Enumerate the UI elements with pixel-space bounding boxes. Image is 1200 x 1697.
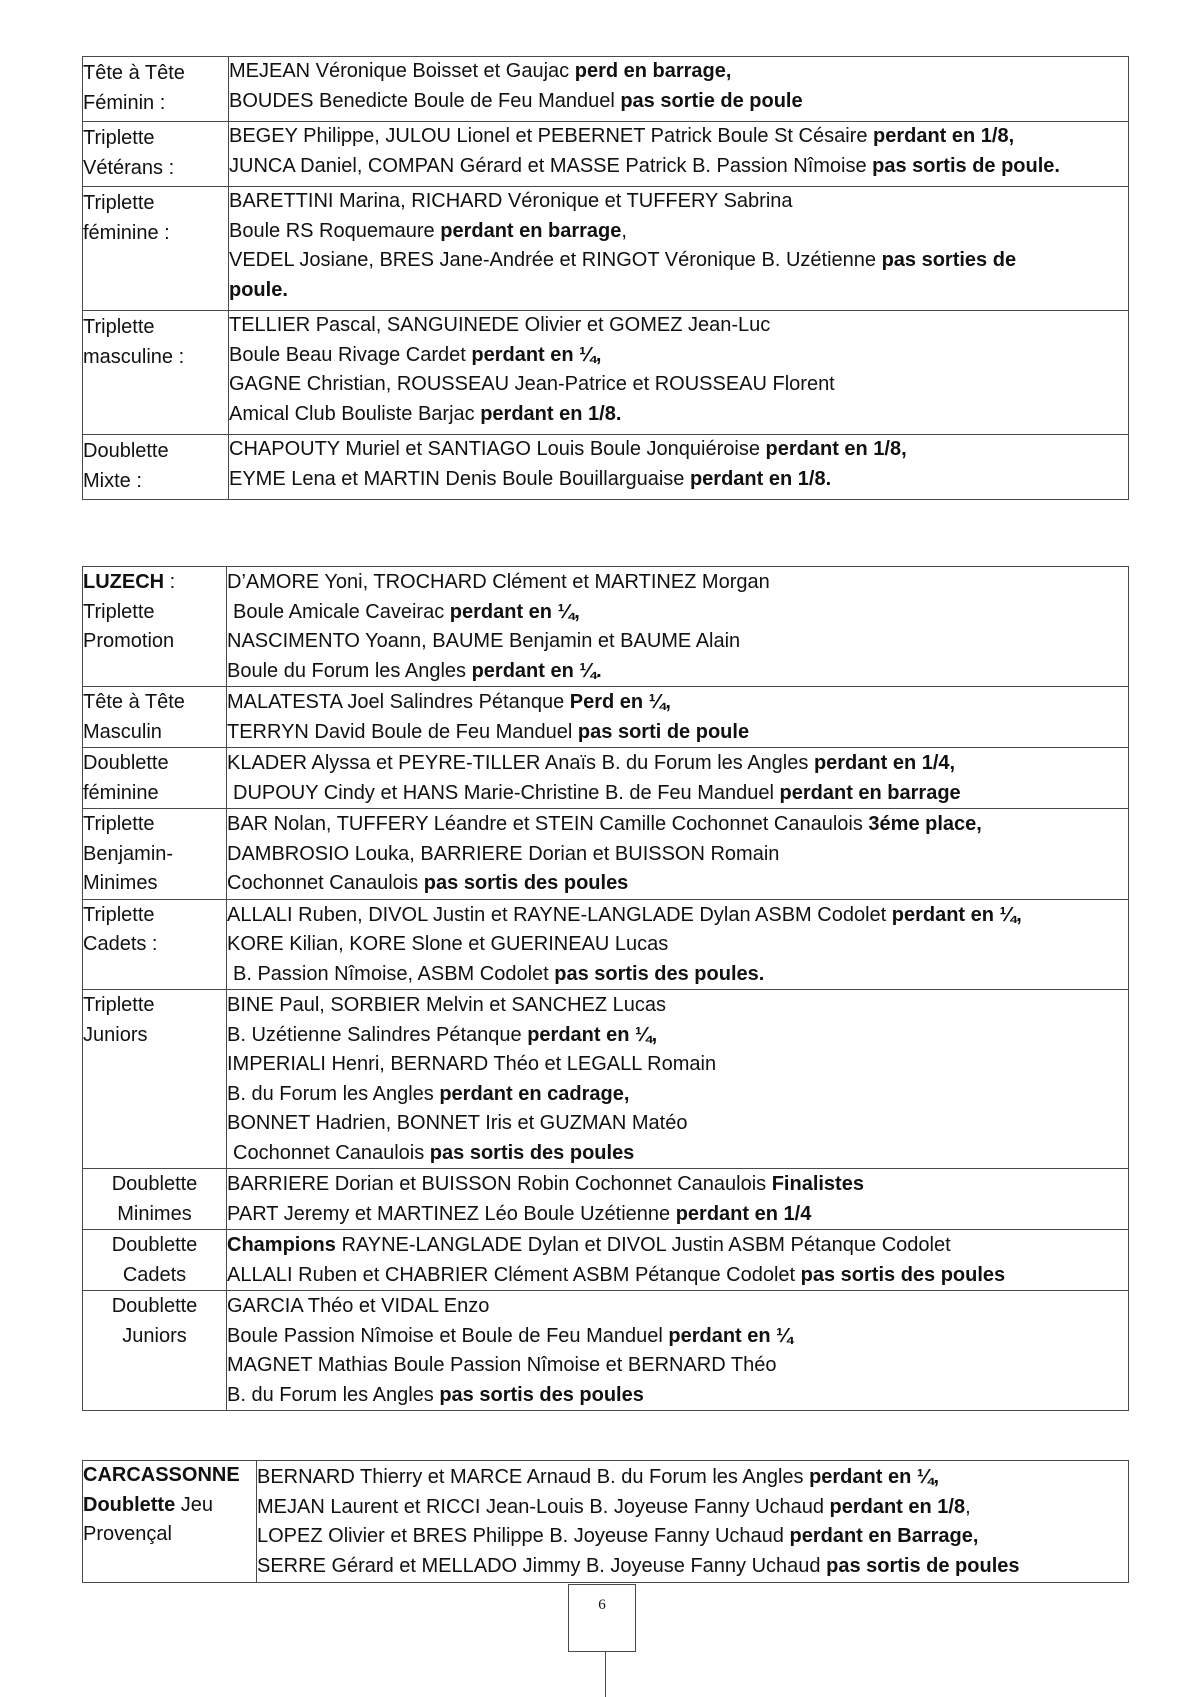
entries-cell [227,1291,1129,1411]
entry-text: MEJAN Laurent et RICCI Jean-Louis B. Joyeuse Fanny Uchaud [257,1495,830,1518]
entry-text: IMPERIALI Henri, BERNARD Théo et LEGALL Romain [227,1053,717,1075]
category-cell [83,809,227,900]
result-bold: perdant en cadrage, [439,1082,630,1105]
result-bold: perdant en ¼. [471,659,602,682]
result-row [83,809,1129,900]
result-bold: perdant en ¼ [668,1324,793,1347]
category-line: Minimes [117,1202,192,1225]
category-line: Doublette [111,1173,198,1195]
entry-line [229,370,1128,400]
result-bold: 3éme place, [868,813,982,835]
result-row [83,1291,1129,1411]
result-row [83,122,1129,187]
entry-line [227,779,1128,809]
entries-cell [229,122,1129,187]
entry-line [257,1463,1128,1493]
entries-cell [227,1169,1129,1230]
category-line: Promotion [83,630,175,652]
entry-line [227,991,1128,1021]
entry-line [227,1292,1128,1322]
entry-text: Boule Passion Nîmoise et Boule de Feu Manduel [227,1324,669,1347]
result-bold: pas sortis des poules. [554,962,765,985]
result-row [83,1230,1129,1291]
category-cell [83,1169,227,1230]
entries-cell [229,311,1129,435]
entries-cell [229,57,1129,122]
entry-text: Boule Beau Rivage Cardet [229,343,472,366]
result-row [83,57,1129,122]
entry-line [227,1170,1128,1200]
entry-text: NASCIMENTO Yoann, BAUME Benjamin et BAUME Alain [227,630,741,652]
category-line: Vétérans : [83,156,175,179]
entry-line [227,840,1128,870]
entries-cell [229,187,1129,311]
entries-cell [229,435,1129,500]
entry-text: SERRE Gérard et MELLADO Jimmy B. Joyeuse Fanny Uchaud [257,1554,827,1577]
result-bold: pas sortis des poules [429,1141,635,1164]
entry-line [229,341,1128,371]
venue-line [83,1461,256,1491]
entry-text: ALLALI Ruben et CHABRIER Clément ASBM Pétanque Codolet [227,1263,801,1286]
result-bold: perdant en barrage [440,219,622,242]
entry-line [257,1552,1128,1582]
entry-line [227,960,1128,990]
entry-line [229,122,1128,152]
results-table-1 [82,56,1129,500]
entry-text: GAGNE Christian, ROUSSEAU Jean-Patrice et ROUSSEAU Florent [229,373,835,395]
result-row [83,1169,1129,1230]
entry-text: JUNCA Daniel, COMPAN Gérard et MASSE Patrick B. Passion Nîmoise [229,154,873,177]
entry-line [227,657,1128,687]
result-bold: perdant en Barrage, [789,1525,979,1547]
result-row [83,311,1129,435]
result-row [83,748,1129,809]
entry-text: Boule du Forum les Angles [227,659,472,682]
entry-text: BONNET Hadrien, BONNET Iris et GUZMAN Matéo [227,1112,688,1134]
entry-text: MALATESTA Joel Salindres Pétanque [227,691,570,713]
result-bold: pas sortis des poules [423,872,629,894]
category-cell [83,1461,257,1583]
entry-line [227,1231,1128,1261]
entry-text: KLADER Alyssa et PEYRE-TILLER Anaïs B. du Forum les Angles [227,752,814,774]
entry-text: RAYNE-LANGLADE Dylan et DIVOL Justin ASBM Pétanque Codolet [335,1234,951,1256]
result-bold: perd en barrage, [574,60,732,82]
entry-line [227,1080,1128,1110]
category-line: Triplette [83,192,155,214]
entry-text: TELLIER Pascal, SANGUINEDE Olivier et GOMEZ Jean-Luc [229,314,771,336]
category-line: Triplette [83,127,155,149]
category-line: Féminin : [83,91,166,114]
entry-text: B. du Forum les Angles [227,1383,440,1406]
category-line: Doublette [83,440,169,462]
result-row [83,687,1129,748]
result-bold: pas sortis de poules [826,1554,1020,1577]
category-line: Doublette [111,1295,198,1317]
entries-cell [227,748,1129,809]
entry-text: BARETTINI Marina, RICHARD Véronique et TUFFERY Sabrina [229,190,793,212]
entry-text: B. Passion Nîmoise, ASBM Codolet [233,962,555,985]
result-bold: perdant en 1/8, [873,125,1015,147]
entry-text: MAGNET Mathias Boule Passion Nîmoise et BERNARD Théo [227,1354,777,1376]
result-bold: Finalistes [771,1173,864,1195]
entry-line [229,465,1128,495]
entry-text: PART Jeremy et MARTINEZ Léo Boule Uzétienne [227,1202,676,1225]
category-line: Tête à Tête [83,62,185,84]
result-bold: perdant en 1/8 [829,1495,966,1518]
category-line: Masculin [83,720,162,743]
entry-text: MEJEAN Véronique Boisset et Gaujac [229,60,575,82]
entry-text: , [965,1495,971,1518]
result-row [83,899,1129,990]
category-cell [83,122,229,187]
entry-line [229,311,1128,341]
entry-text: D’AMORE Yoni, TROCHARD Clément et MARTINEZ Morgan [227,571,770,593]
results-table-luzech [82,566,1129,1411]
category-line: Cadets : [83,933,158,955]
category-line: masculine : [83,345,185,368]
entry-line [229,246,1128,276]
category-line: Juniors [122,1324,187,1347]
result-bold: perdant en 1/8. [480,402,622,425]
category-line [83,1491,256,1521]
entry-line [227,1381,1128,1411]
entry-line [229,152,1128,182]
entry-line [229,435,1128,465]
entry-line [227,627,1128,657]
entry-line [229,87,1128,117]
category-line: Triplette [83,600,155,623]
entries-cell [257,1461,1129,1583]
entry-text: LOPEZ Olivier et BRES Philippe B. Joyeuse Fanny Uchaud [257,1525,790,1547]
result-bold: pas sorties de [881,249,1017,271]
result-bold: perdant en ¼, [471,343,602,366]
entry-text: EYME Lena et MARTIN Denis Boule Bouillarguaise [229,467,690,490]
category-line: Triplette [83,994,155,1016]
page-number: 6 [568,1584,636,1652]
entry-line [227,1109,1128,1139]
category-line: Minimes [83,872,158,894]
category-cell [83,567,227,687]
entry-text: Boule RS Roquemaure [229,219,441,242]
entry-text: ALLALI Ruben, DIVOL Justin et RAYNE-LANGLADE Dylan ASBM Codolet [227,903,892,926]
category-line: Tête à Tête [83,691,185,713]
entry-text: Cochonnet Canaulois [227,872,424,894]
entry-line [227,1200,1128,1230]
result-bold: Champions [227,1234,336,1256]
entry-text: BAR Nolan, TUFFERY Léandre et STEIN Camille Cochonnet Canaulois [227,813,869,835]
category-cell [83,687,227,748]
category-line: Doublette [83,752,169,774]
entry-text: B. Uzétienne Salindres Pétanque [227,1023,528,1046]
entry-line [257,1493,1128,1523]
category-text: Jeu [175,1493,214,1516]
entry-line [227,869,1128,899]
entry-line [227,1050,1128,1080]
entry-text: , [621,219,627,242]
entry-line [229,57,1128,87]
page-number-connector [605,1652,606,1697]
result-row [83,567,1129,687]
category-line: Cadets [122,1263,187,1286]
category-line: Doublette [111,1234,198,1256]
result-bold: perdant en ¼, [449,600,580,623]
entry-text: GARCIA Théo et VIDAL Enzo [227,1295,490,1317]
result-bold: perdant en 1/8. [689,467,832,490]
entry-text: KORE Kilian, KORE Slone et GUERINEAU Lucas [227,933,669,955]
entry-line [227,810,1128,840]
result-bold: perdant en ¼, [809,1466,940,1488]
entry-line [229,187,1128,217]
entry-text: TERRYN David Boule de Feu Manduel [227,720,578,743]
entry-line [227,1139,1128,1169]
result-bold: pas sortis des poules [800,1263,1006,1286]
venue-name: LUZECH [83,571,165,593]
category-line: Triplette [83,316,155,338]
venue-line [83,568,226,598]
entry-line [257,1522,1128,1552]
entries-cell [227,1230,1129,1291]
category-line: Benjamin- [83,842,174,865]
category-bold: Doublette [83,1493,176,1516]
venue-suffix: : [164,571,176,593]
entry-text: Boule Amicale Caveirac [233,600,450,623]
entry-text: BINE Paul, SORBIER Melvin et SANCHEZ Lucas [227,994,667,1016]
entry-text: DAMBROSIO Louka, BARRIERE Dorian et BUISSON Romain [227,842,780,865]
category-cell [83,1230,227,1291]
entry-text: Amical Club Bouliste Barjac [229,402,481,425]
result-row [83,1461,1129,1583]
category-cell [83,57,229,122]
result-bold: pas sorti de poule [577,720,750,743]
category-cell [83,748,227,809]
entry-line [227,749,1128,779]
entry-line [227,901,1128,931]
entry-line [229,217,1128,247]
result-bold: pas sortis de poule. [872,154,1060,177]
entry-line [227,1322,1128,1352]
entry-text: BEGEY Philippe, JULOU Lionel et PEBERNET Patrick Boule St Césaire [229,125,873,147]
category-line: Mixte : [83,469,142,492]
entry-line [227,568,1128,598]
entry-line [227,1021,1128,1051]
category-line: Juniors [83,1023,148,1046]
category-line: Triplette [83,813,155,835]
entry-line [227,1351,1128,1381]
category-line: Provençal [83,1523,172,1545]
category-line: féminine [83,781,159,804]
result-row [83,990,1129,1169]
category-cell [83,311,229,435]
entries-cell [227,990,1129,1169]
result-bold: perdant en 1/4, [813,752,956,774]
entry-line [227,930,1128,960]
category-cell [83,899,227,990]
entry-text: CHAPOUTY Muriel et SANTIAGO Louis Boule Jonquiéroise [229,438,766,460]
venue-name: CARCASSONNE [83,1464,240,1486]
entry-line [227,1261,1128,1291]
result-bold: perdant en ¼, [527,1023,658,1046]
category-cell [83,1291,227,1411]
result-row [83,187,1129,311]
entries-cell [227,899,1129,990]
entry-line [229,276,1128,306]
entries-cell [227,567,1129,687]
category-line: féminine : [83,221,170,244]
category-cell [83,187,229,311]
result-bold: poule. [229,278,288,301]
category-cell [83,435,229,500]
entry-text: BARRIERE Dorian et BUISSON Robin Cochonnet Canaulois [227,1173,772,1195]
entries-cell [227,809,1129,900]
result-bold: perdant en 1/8, [765,438,907,460]
entry-text: BERNARD Thierry et MARCE Arnaud B. du Forum les Angles [257,1466,810,1488]
result-bold: Perd en ¼, [569,691,671,713]
entry-line [227,598,1128,628]
entry-text: Cochonnet Canaulois [233,1141,430,1164]
entry-text: DUPOUY Cindy et HANS Marie-Christine B. de Feu Manduel [233,781,780,804]
entry-text: B. du Forum les Angles [227,1082,440,1105]
result-bold: perdant en 1/4 [675,1202,812,1225]
category-cell [83,990,227,1169]
entry-line [227,718,1128,748]
result-bold: perdant en barrage [779,781,961,804]
entries-cell [227,687,1129,748]
category-line: Triplette [83,903,155,926]
results-table-carcassonne [82,1460,1129,1583]
entry-text: BOUDES Benedicte Boule de Feu Manduel [229,89,621,112]
entry-line [227,688,1128,718]
result-row [83,435,1129,500]
result-bold: pas sortis des poules [439,1383,644,1406]
entry-text: VEDEL Josiane, BRES Jane-Andrée et RINGOT Véronique B. Uzétienne [229,249,882,271]
result-bold: perdant en ¼, [891,903,1022,926]
entry-line [229,400,1128,430]
result-bold: pas sortie de poule [620,89,803,112]
